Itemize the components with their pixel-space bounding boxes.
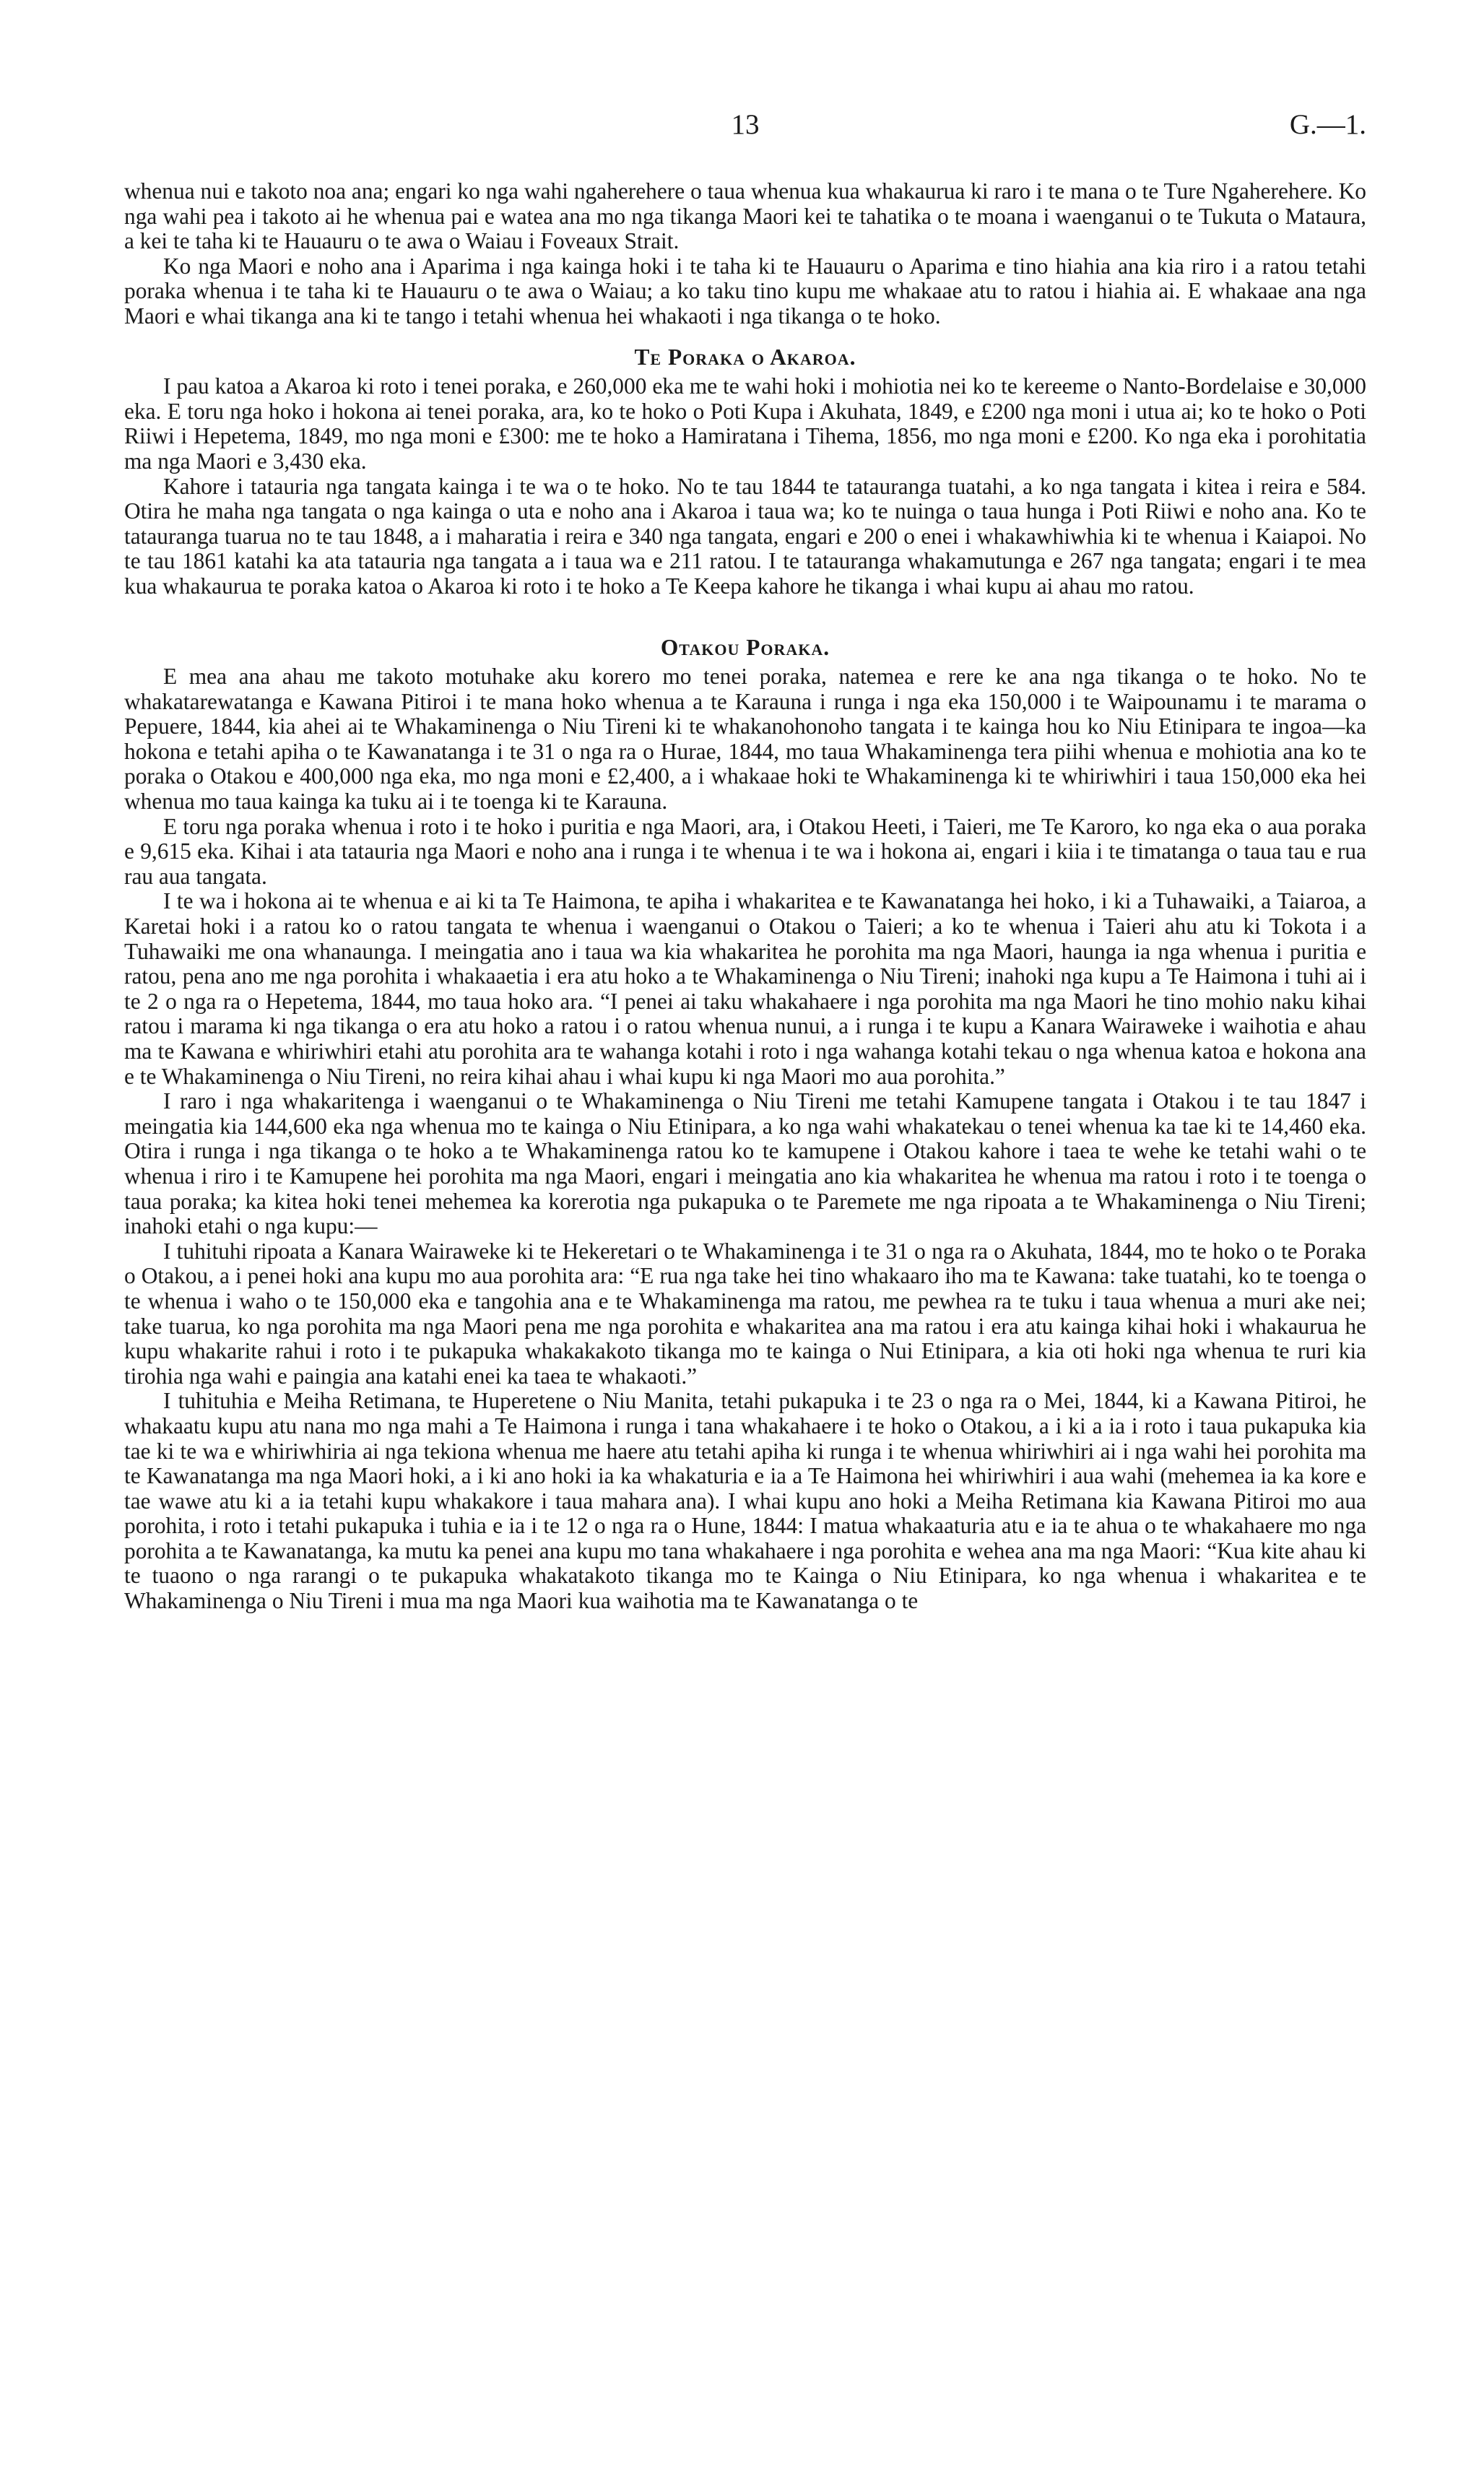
paragraph: Ko nga Maori e noho ana i Aparima i nga kainga hoki i te taha ki te Hauauru o Aparima e tino hiahia ana kia riro i a ratou tetahi poraka whenua i te taha ki te Hauauru o te awa o Waiau; a ko taku tino kupu me whakaae atu to ratou i hiahia ai. E whakaae ana nga Maori e whai tikanga ana ki te tango i tetahi whenua hei whakaoti i nga tikanga o te hoko. <box>124 253 1366 329</box>
paragraph: E toru nga poraka whenua i roto i te hoko i puritia e nga Maori, ara, i Otakou Heeti, i Taieri, me Te Karoro, ko nga eka o aua poraka e 9,615 eka. Kihai i ata tatauria nga Maori e noho ana i runga i te whenua i te wa i hokona ai, engari i kiia i te timatanga o taua tau e rua rau aua tangata. <box>124 813 1366 889</box>
paragraph: I tuhituhi ripoata a Kanara Wairaweke ki te Hekeretari o te Whakaminenga i te 31 o nga ra o Akuhata, 1844, mo te hoko o te Poraka o Otakou, a i penei hoki ana kupu mo aua porohita ara: “E rua nga take hei tino whakaaro iho ma te Kawana: take tuatahi, ko te toenga o te whenua i waho o te 150,000 eka e tangohia ana e te Whakaminenga ma ratou, me pewhea ra te tuku i taua whenua a muri ake nei; take tuarua, ko nga porohita ma nga Maori pena me nga porohita e whakaritea ana ma ratou i era atu kainga kihai hoki i whakaurua he kupu whakarite rahui i roto i te pukapuka whakakakoto tikanga mo te kainga o Nui Etinipara, a kia oti hoki nga whenua te ruri kia tirohia nga wahi e paingia ana katahi enei ka taea te whakaoti.” <box>124 1238 1366 1389</box>
paragraph: I pau katoa a Akaroa ki roto i tenei poraka, e 260,000 eka me te wahi hoki i mohiotia nei ko te kereeme o Nanto-Bordelaise e 30,000 eka. E toru nga hoko i hokona ai tenei poraka, ara, ko te hoko o Poti Kupa i Akuhata, 1849, e £200 nga moni i utua ai; ko te hoko o Poti Riiwi i Hepetema, 1849, mo nga moni e £300: me te hoko a Hamiratana i Tihema, 1856, mo nga moni e £200. Ko nga eka i porohitatia ma nga Maori e 3,430 eka. <box>124 373 1366 474</box>
document-body <box>124 179 1366 1614</box>
paragraph: I tuhituhia e Meiha Retimana, te Huperetene o Niu Manita, tetahi pukapuka i te 23 o nga ra o Mei, 1844, ki a Kawana Pitiroi, he whakaatu kupu atu nana mo nga mahi a Te Haimona i runga i tana whakahaere i te hoko o Otakou, a i ki a ia i roto i taua pukapuka kia tae ki te wa e whiriwhiria ai nga tekiona whenua me haere atu tetahi apiha ki runga i te whenua whiriwhiri ai i nga wahi hei porohita ma te Kawanatanga ma nga Maori hoki, a i ki ano hoki ia ka whakaturia e ia a Te Haimona hei whiriwhiri i aua wahi (mehemea ia ka kore e tae wawe atu ki a ia tetahi kupu whakakore i taua mahara ana). I whai kupu ano hoki a Meiha Retimana kia Kawana Pitiroi mo aua porohita, i roto i tetahi pukapuka i tuhia e ia i te 12 o nga ra o Hune, 1844: I matua whakaaturia atu e ia te ahua o te whakahaere mo nga porohita a te Kawanatanga, ka mutu ka penei ana kupu mo tana whakahaere i nga porohita e wehea ana ma nga Maori: “Kua kite ahau ki te tuaono o nga rarangi o te pukapuka whakatakoto tikanga mo te Kainga o Niu Etinipara, ko nga whenua i whakaritea e te Whakaminenga o Niu Tireni i mua ma nga Maori kua waihotia ma te Kawanatanga o te <box>124 1388 1366 1614</box>
paragraph: E mea ana ahau me takoto motuhake aku korero mo tenei poraka, natemea e rere ke ana nga tikanga o te hoko. No te whakatarewatanga e Kawana Pitiroi i te mana hoko whenua a te Karauna i runga i nga eka 150,000 i te Waipounamu i te marama o Pepuere, 1844, kia ahei ai te Whakaminenga o Niu Tireni ki te whakanohonoho tangata i te kainga hou ko Niu Etinipara te ingoa—ka hokona e tetahi apiha o te Kawanatanga i te 31 o nga ra o Hurae, 1844, mo taua Whakaminenga tera piihi whenua e mohiotia ana ko te poraka o Otakou e 400,000 nga eka, mo nga moni e £2,400, a i whakaae hoki te Whakaminenga ki te whiriwhiri i taua 150,000 eka hei whenua mo taua kainga ka tuku ai i te toenga ki te Karauna. <box>124 664 1366 815</box>
paragraph: I te wa i hokona ai te whenua e ai ki ta Te Haimona, te apiha i whakaritea e te Kawanatanga hei hoko, i ki a Tuhawaiki, a Taiaroa, a Karetai hoki i a ratou ko o ratou tangata te whenua i waenganui o Otakou o Taieri; a ko te whenua i Taieri ahu atu ki Tokota i a Tuhawaiki me ona whanaunga. I meingatia ano i taua wa kia whakaritea he porohita ma nga Maori, haunga ia nga whenua i puritia e ratou, pena ano me nga porohita i whakaaetia i era atu hoko a te Whakaminenga o Niu Tireni; inahoki nga kupu a Te Haimona i tuhi ai i te 2 o nga ra o Hepetema, 1844, mo taua hoko ara. “I penei ai taku whakahaere i nga porohita ma nga Maori he tino mohio naku kihai ratou i marama ki nga tikanga o era atu hoko a ratou i o ratou whenua nunui, a i runga i te kupu a Kanara Wairaweke i waihotia e ahau ma te Kawana e whiriwhiri etahi atu porohita ara te wahanga kotahi i roto i nga wahanga kotahi tekau o nga whenua katoa e hokona ana e te Whakaminenga o Niu Tireni, no reira kihai ahau i whai kupu ki nga Maori mo aua porohita.” <box>124 888 1366 1089</box>
paragraph: whenua nui e takoto noa ana; engari ko nga wahi ngaherehere o taua whenua kua whakaurua ki raro i te mana o te Ture Ngaherehere. Ko nga wahi pea i takoto ai he whenua pai e watea ana mo nga tikanga Maori kei te tahatika o te moana i waenganui o te Tukuta o Mataura, a kei te taha ki te Hauauru o te awa o Waiau i Foveaux Strait. <box>124 178 1366 254</box>
page-header <box>124 108 1366 152</box>
document-reference: G.—1. <box>1289 109 1366 140</box>
paragraph: I raro i nga whakaritenga i waenganui o te Whakaminenga o Niu Tireni me tetahi Kamupene tangata i Otakou i te tau 1847 i meingatia kia 144,600 eka nga whenua mo te kainga o Niu Etinipara, a ko nga wahi whakatekau o tenei whenua ka tae ki te 14,460 eka. Otira i runga i nga tikanga o te hoko a te Whakaminenga ratou ko te kamupene i Otakou kahore i taea te wehe ke tetahi wahi o te whenua i riro i te Kamupene hei porohita ma nga Maori, engari i meingatia ano kia whakaritea he whenua ma ratou i roto i te toenga o taua poraka; ka kitea hoki tenei mehemea ka korerotia nga pukapuka o te Paremete me nga ripoata a te Whakaminenga o Niu Tireni; inahoki etahi o nga kupu:— <box>124 1088 1366 1239</box>
paragraph: Kahore i tatauria nga tangata kainga i te wa o te hoko. No te tau 1844 te tatauranga tuatahi, a ko nga tangata i kitea i reira e 584. Otira he maha nga tangata o nga kainga o uta e noho ana i Akaroa i taua wa; ko te nuinga o taua hunga i Poti Riiwi e noho ana. Ko te tatauranga tuarua no te tau 1848, a i maharatia i reira e 340 nga tangata, engari e 200 o enei i whakawhiwhia ki te whenua i Kaiapoi. No te tau 1861 katahi ka ata tatauria nga tangata a i taua wa e 211 ratou. I te tatauranga whakamutunga e 267 nga tangata; engari i te mea kua whakaurua te poraka katoa o Akaroa ki roto i te hoko a Te Keepa kahore he tikanga i whai kupu ai ahau mo ratou. <box>124 473 1366 599</box>
section-heading-akaroa: Te Poraka o Akaroa. <box>634 344 856 370</box>
document-page <box>124 0 1366 2482</box>
section-heading-otakou: Otakou Poraka. <box>660 634 830 660</box>
page-number: 13 <box>731 109 760 140</box>
